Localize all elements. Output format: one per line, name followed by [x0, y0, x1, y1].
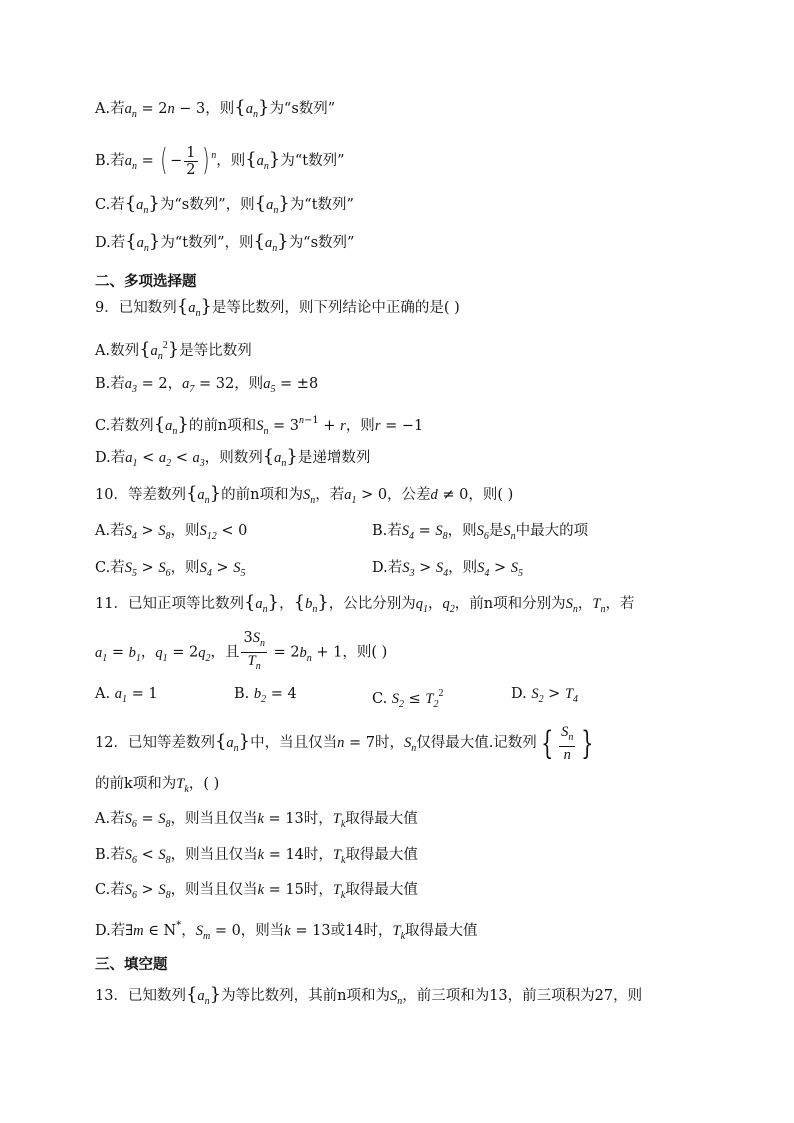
q11-option-b: B. $b_2 = 4$: [234, 686, 297, 705]
q10-stem: 10．等差数列$\{a_n\}$的前n项和为$S_n$，若$a_1 > 0$，公差d ≠ 0，则( ): [95, 483, 514, 506]
section-heading-fill-in-blank: 三、填空题: [95, 957, 168, 973]
q12-stem-line2: 的前k项和为$T_k$，( ): [95, 776, 220, 795]
q11-option-c: C. $S_2 \le T_2^2$: [372, 688, 444, 710]
q9-option-c: C.若数列$\{a_n\}$的前n项和$S_n = 3^{n-1} + r$，则r = −1: [95, 414, 424, 437]
q8-option-d: D.若$\{a_n\}$为“t数列”，则$\{a_n\}$为“s数列”: [95, 231, 355, 254]
q13-stem: 13．已知数列$\{a_n\}$为等比数列，其前n项和为$S_n$，前三项和为13，前三项积为27，则: [95, 984, 643, 1007]
q11-option-a: A. $a_1 = 1$: [95, 686, 158, 705]
q9-option-b: B.若$a_3 = 2$，$a_7 = 32$，则$a_5 = \pm 8$: [95, 376, 319, 395]
q8-option-c: C.若$\{a_n\}$为“s数列”，则$\{a_n\}$为“t数列”: [95, 193, 354, 216]
q8-option-b: B.若$a_n$ = ( − $\frac{1}{2}$ ) $^n$，则$\{a_n\}$为“t数列”: [95, 143, 345, 178]
q10-option-d: D.若$S_3 > S_4$，则$S_4 > S_5$: [372, 560, 523, 579]
q9-stem: 9．已知数列$\{a_n\}$是等比数列，则下列结论中正确的是( ): [95, 296, 460, 319]
q11-option-d: D. $S_2 > T_4$: [511, 686, 579, 705]
q11-stem: 11．已知正项等比数列$\{a_n\}$，$\{b_n\}$，公比分别为$q_1$，$q_2$，前n项和分别为$S_n$，$T_n$，若: [95, 592, 635, 615]
q10-option-a: A.若$S_4 > S_8$，则$S_{12} < 0$: [95, 523, 248, 542]
q8-option-a: A.若$a_n = 2n - 3$，则$\{a_n\}$为“s数列”: [95, 97, 336, 120]
q10-option-b: B.若$S_4 = S_8$，则$S_6$是$S_n$中最大的项: [372, 523, 589, 542]
q12-option-c: C.若$S_6 > S_8$，则当且仅当k = 15时，$T_k$取得最大值: [95, 882, 418, 901]
q11-stem-line2: $a_1 = b_1$，$q_1 = 2q_2$，且 $\frac{3S_n}{T_n}$ = $2b_n + 1$，则( ): [95, 630, 388, 672]
q12-option-d: D.若∃m ∈ N*，$S_m = 0$，则当k = 13或14时，$T_k$取得最大值: [95, 920, 478, 942]
section-heading-multiple-choice: 二、多项选择题: [95, 274, 197, 290]
q12-option-b: B.若$S_6 < S_8$，则当且仅当k = 14时，$T_k$取得最大值: [95, 847, 418, 866]
q12-stem: 12．已知等差数列$\{a_n\}$中，当且仅当n = 7时，$S_n$仅得最大值.记数列 { $\frac{S_n}{n}$ }: [95, 723, 594, 763]
q9-option-d: D.若$a_1 < a_2 < a_3$，则数列$\{a_n\}$是递增数列: [95, 446, 371, 469]
q10-option-c: C.若$S_5 > S_6$，则$S_4 > S_5$: [95, 560, 246, 579]
q12-option-a: A.若$S_6 = S_8$，则当且仅当k = 13时，$T_k$取得最大值: [95, 811, 418, 830]
q9-option-a: A.数列$\{a_n^2\}$是等比数列: [95, 339, 252, 362]
